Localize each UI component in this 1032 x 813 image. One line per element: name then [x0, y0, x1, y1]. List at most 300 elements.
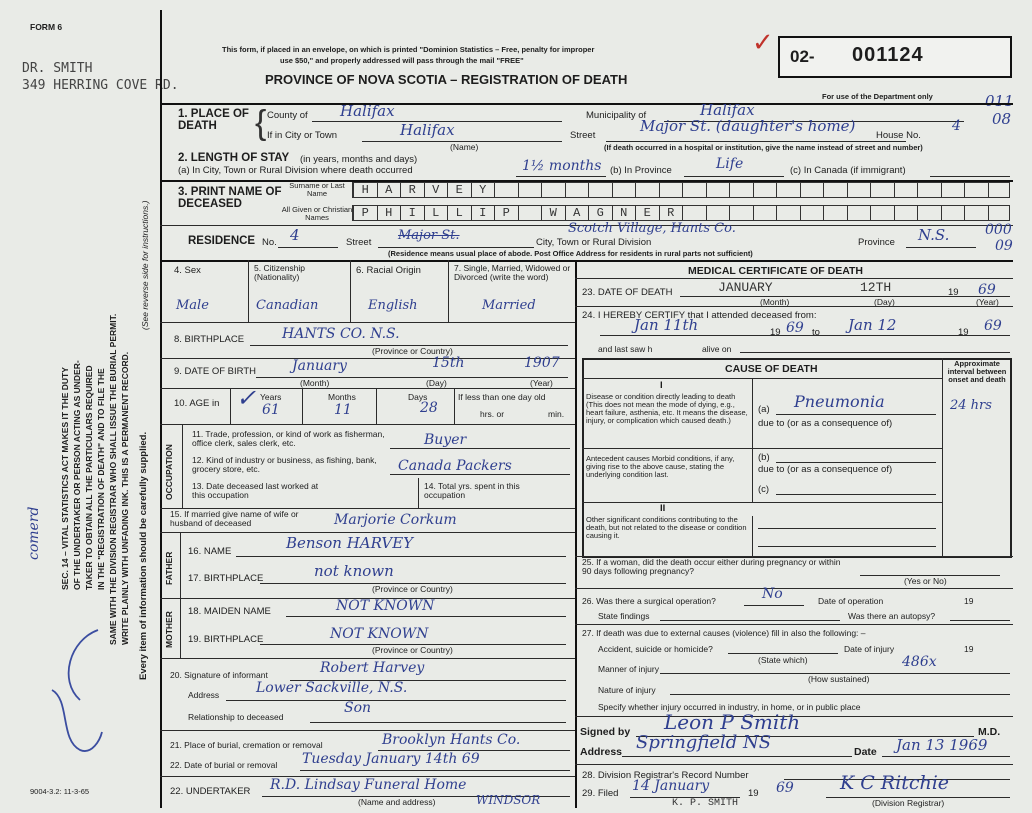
- letter-box: [682, 183, 706, 198]
- age-years: 61: [262, 402, 280, 418]
- letter-box: [518, 206, 542, 221]
- undertaker-label: 22. UNDERTAKER: [170, 786, 251, 797]
- place-brace: {: [255, 104, 267, 142]
- letter-box: [847, 183, 871, 198]
- margin-line-4: IN THE "REGISTRATION OF DEATH" AND TO FILE THE: [96, 368, 106, 590]
- part-ii-label: II: [660, 503, 666, 514]
- county-label: County of: [267, 110, 308, 121]
- racial-value: English: [368, 298, 418, 313]
- letter-box: R: [659, 206, 683, 221]
- letter-box: P: [353, 206, 377, 221]
- how-sustained-sub: (How sustained): [808, 674, 870, 684]
- mail-notice-1: This form, if placed in an envelope, on which is printed "Dominion Statistics – Free, penalty for improper: [222, 45, 595, 54]
- surname-boxes: [352, 182, 1010, 198]
- cause-b-label: (b): [758, 452, 770, 463]
- residence-street: Major St.: [398, 228, 460, 243]
- q13-label: 13. Date deceased last worked at this occupation: [192, 481, 319, 500]
- alive-on-label: alive on: [702, 344, 732, 354]
- informant-address: Lower Sackville, N.S.: [256, 680, 408, 696]
- dept-code-1: 011: [985, 92, 1014, 110]
- age-months-label: Months: [328, 392, 356, 402]
- letter-box: [494, 183, 518, 198]
- residence-city-label: City, Town or Rural Division: [536, 237, 652, 248]
- letter-box: [565, 183, 589, 198]
- letter-box: I: [471, 206, 495, 221]
- place-label: 1. PLACE OF DEATH: [178, 108, 249, 133]
- accident-label: Accident, suicide or homicide?: [598, 644, 713, 654]
- rule: [310, 722, 566, 723]
- residence-no-label: No.: [262, 237, 277, 248]
- mother-birthplace: NOT KNOWN: [330, 626, 429, 642]
- attended-from: Jan 11th: [634, 316, 699, 334]
- q27-label: 27. If death was due to external causes (violence) fill in also the following: –: [582, 628, 866, 638]
- letter-box: [823, 206, 847, 221]
- wife-value: Marjorie Corkum: [334, 512, 457, 528]
- attended-to: Jan 12: [848, 316, 897, 334]
- letter-box: W: [541, 206, 565, 221]
- nature-label: Nature of injury: [598, 685, 656, 695]
- letter-box: [706, 183, 730, 198]
- residence-label: RESIDENCE: [188, 235, 256, 247]
- letter-box: P: [494, 206, 518, 221]
- rule: [575, 624, 1013, 625]
- letter-box: G: [588, 206, 612, 221]
- letter-box: V: [424, 183, 448, 198]
- letter-box: [894, 183, 918, 198]
- rule: [758, 546, 936, 547]
- burial-date: Tuesday January 14th 69: [302, 751, 480, 767]
- yes-no-sub: (Yes or No): [904, 576, 947, 586]
- birthplace-sub: (Province or Country): [372, 346, 453, 356]
- dob-month: January: [292, 358, 347, 374]
- rule: [575, 764, 1013, 765]
- death-month: JANUARY: [718, 280, 773, 295]
- rule: [448, 260, 449, 322]
- interval-label: Approximate interval between onset and death: [947, 359, 1007, 384]
- residence-no: 4: [290, 226, 300, 244]
- print-name-label: 3. PRINT NAME OF DECEASED: [178, 186, 282, 211]
- letter-box: [847, 206, 871, 221]
- residence-province: N.S.: [918, 226, 950, 244]
- house-no-value: 4: [952, 118, 961, 134]
- q26-label: 26. Was there a surgical operation?: [582, 596, 716, 606]
- part-i-label: I: [660, 380, 663, 391]
- rule: [575, 306, 1013, 307]
- rule: [776, 414, 936, 415]
- house-no-label: House No.: [876, 130, 921, 141]
- cause-a-label: (a): [758, 404, 770, 415]
- letter-box: [729, 183, 753, 198]
- autopsy-label: Was there an autopsy?: [848, 611, 936, 621]
- letter-box: H: [377, 206, 401, 221]
- letter-box: [682, 206, 706, 221]
- municipality-label: Municipality of: [586, 110, 647, 121]
- dob-day-sub: (Day): [426, 378, 447, 388]
- rule: [248, 260, 249, 322]
- rule: [180, 532, 181, 598]
- rule: [882, 756, 1010, 757]
- street-value: Major St. (daughter's home): [640, 117, 856, 135]
- address-label: Address: [580, 746, 623, 758]
- q24-label: 24. I HEREBY CERTIFY that I attended deceased from:: [582, 310, 817, 321]
- op-yr-prefix: 19: [964, 596, 974, 606]
- city-label: If in City or Town: [267, 130, 338, 141]
- rule: [680, 296, 1010, 297]
- letter-box: [729, 206, 753, 221]
- birthplace-value: HANTS CO. N.S.: [282, 326, 400, 342]
- dept-use-label: For use of the Department only: [822, 92, 933, 101]
- rule: [390, 474, 570, 475]
- rule: [758, 528, 936, 529]
- margin-line-6: WRITE PLAINLY WITH UNFADING INK. THIS IS A PERMANENT RECORD.: [120, 351, 130, 645]
- rule: [660, 620, 840, 621]
- rule: [752, 516, 753, 558]
- sex-label: 4. Sex: [174, 265, 201, 276]
- residence-street-label: Street: [346, 237, 372, 248]
- letter-box: [941, 206, 965, 221]
- letter-box: [870, 183, 894, 198]
- letter-box: [964, 206, 988, 221]
- letter-box: [964, 183, 988, 198]
- medical-title: MEDICAL CERTIFICATE OF DEATH: [688, 265, 863, 277]
- rule: [376, 388, 377, 424]
- letter-box: [894, 206, 918, 221]
- mother-bp-sub: (Province or Country): [372, 645, 453, 655]
- age-days-label: Days: [408, 392, 428, 402]
- letter-box: [753, 206, 777, 221]
- rule: [684, 176, 784, 177]
- due-to-1: due to (or as a consequence of): [758, 418, 893, 429]
- letter-box: [800, 183, 824, 198]
- racial-label: 6. Racial Origin: [356, 265, 421, 276]
- stay-b-value: Life: [716, 156, 744, 172]
- mail-notice-2: use $50," and properly addressed will pass through the mail "FREE": [280, 56, 524, 65]
- physician-date: Jan 13 1969: [896, 736, 988, 754]
- specify-label: Specify whether injury occurred in industry, in home, or in public place: [598, 702, 861, 712]
- q28-label: 28. Division Registrar's Record Number: [582, 770, 749, 781]
- death-year-prefix: 19: [948, 287, 959, 298]
- rule: [454, 388, 455, 424]
- last-saw-label: and last saw h: [598, 344, 653, 354]
- rule: [575, 278, 1013, 279]
- informant-signature: Robert Harvey: [320, 660, 425, 676]
- date-op-label: Date of operation: [818, 596, 884, 606]
- municipality-value: Halifax: [700, 101, 755, 119]
- q16-label: 16. NAME: [188, 546, 232, 557]
- rule: [950, 620, 1010, 621]
- cause-a: Pneumonia: [794, 392, 885, 411]
- letter-box: [870, 206, 894, 221]
- rule: [930, 176, 1010, 177]
- form-number: FORM 6: [30, 22, 63, 32]
- death-month-sub: (Month): [760, 297, 790, 307]
- rule: [300, 770, 570, 771]
- death-year: 69: [978, 282, 996, 298]
- q12-label: 12. Kind of industry or business, as fishing, bank, grocery store, etc.: [192, 455, 377, 474]
- rule: [582, 502, 942, 503]
- margin-line-3: TAKER TO OBTAIN ALL THE PARTICULARS REQUIRED: [84, 365, 94, 590]
- birthplace-label: 8. BIRTHPLACE: [174, 334, 245, 345]
- letter-box: L: [424, 206, 448, 221]
- age-days: 28: [420, 400, 438, 416]
- q17-label: 17. BIRTHPLACE: [188, 573, 264, 584]
- rule: [728, 653, 838, 654]
- manner-label: Manner of injury: [598, 664, 659, 674]
- letter-box: [706, 206, 730, 221]
- attended-to-label: to: [812, 327, 820, 338]
- rule: [160, 658, 575, 659]
- q19-label: 19. BIRTHPLACE: [188, 634, 264, 645]
- q14-label: 14. Total yrs. spent in this occupation: [424, 481, 520, 500]
- father-birthplace: not known: [314, 562, 394, 580]
- burial-place: Brooklyn Hants Co.: [382, 732, 521, 748]
- cause-c-label: (c): [758, 484, 770, 495]
- stay-b-label: (b) In Province: [610, 165, 672, 176]
- dob-year: 1907: [524, 355, 560, 371]
- date-label: Date: [854, 746, 877, 758]
- letter-box: [541, 183, 565, 198]
- given-name-boxes: [352, 205, 1010, 221]
- rule: [582, 448, 942, 449]
- q12-value: Canada Packers: [398, 458, 512, 474]
- stay-a-label: (a) In City, Town or Rural Division where death occurred: [178, 165, 413, 176]
- marital-label: 7. Single, Married, Widowed or Divorced (write the word): [454, 263, 571, 282]
- filed-yr-prefix: 19: [748, 788, 759, 799]
- rule: [418, 478, 419, 508]
- attended-from-year: 69: [786, 320, 804, 336]
- reg-prefix: 02-: [790, 47, 815, 66]
- stay-a-value: 1½ months: [522, 158, 602, 174]
- residence-city: Scotch Village, Hants Co.: [568, 221, 736, 236]
- rule: [776, 494, 936, 495]
- letter-box: [776, 206, 800, 221]
- state-findings-label: State findings: [598, 611, 650, 621]
- rule: [390, 448, 570, 449]
- hospital-note: (If death occurred in a hospital or institution, give the name instead of street and number): [604, 143, 923, 152]
- rule: [160, 322, 575, 323]
- death-day: 12TH: [860, 280, 892, 295]
- rule: [744, 605, 804, 606]
- stay-c-label: (c) In Canada (if immigrant): [790, 165, 906, 176]
- rule: [776, 462, 936, 463]
- date-injury-label: Date of injury: [844, 644, 895, 654]
- letter-box: [941, 183, 965, 198]
- margin-handwritten-mark: [40, 620, 110, 760]
- q11-label: 11. Trade, profession, or kind of work as fisherman, office clerk, sales clerk, etc.: [192, 429, 385, 448]
- letter-box: [823, 183, 847, 198]
- rule: [752, 378, 753, 502]
- rule: [182, 424, 183, 508]
- letter-box: [800, 206, 824, 221]
- antecedent-label: Antecedent causes Morbid conditions, if any, giving rise to the above cause, stating the underlying condition last.: [586, 454, 735, 479]
- rule: [160, 358, 575, 359]
- given-label: All Given or Christian Names: [281, 205, 353, 222]
- marital-value: Married: [482, 298, 536, 313]
- name-sublabel: (Name): [450, 142, 479, 152]
- md-label: M.D.: [978, 726, 1001, 738]
- margin-line-5: SAME WITH THE DIVISION REGISTRAR WHO SHALL ISSUE THE BURIAL PERMIT.: [108, 313, 118, 645]
- attended-to-yr-prefix: 19: [958, 327, 969, 338]
- injury-yr-prefix: 19: [964, 644, 974, 654]
- registration-number-box: [778, 36, 1012, 78]
- kp-smith-stamp: K. P. SMITH: [672, 798, 739, 809]
- rule: [516, 176, 606, 177]
- residence-note: (Residence means usual place of abode. Post Office Address for residents in rural parts not sufficient): [388, 249, 753, 258]
- undertaker-name: R.D. Lindsay Funeral Home: [270, 777, 467, 793]
- letter-box: Y: [471, 183, 495, 198]
- relationship-value: Son: [344, 700, 372, 716]
- stay-label: 2. LENGTH OF STAY: [178, 152, 290, 164]
- due-to-2: due to (or as a consequence of): [758, 464, 893, 475]
- signed-by-label: Signed by: [580, 726, 631, 738]
- hrs-label: hrs. or: [480, 409, 505, 419]
- margin-line-1: SEC. 14 – VITAL STATISTICS ACT MAKES IT THE DUTY: [60, 367, 70, 590]
- dob-day: 15th: [432, 355, 465, 371]
- residence-code-2: 09: [995, 238, 1013, 254]
- letter-box: L: [447, 206, 471, 221]
- less-day-label: If less than one day old: [458, 392, 546, 402]
- letter-box: H: [353, 183, 377, 198]
- margin-note: (See reverse side for instructions.): [140, 200, 150, 330]
- q21-label: 21. Place of burial, cremation or removal: [170, 740, 323, 750]
- state-which-sub: (State which): [758, 655, 808, 665]
- cause-title: CAUSE OF DEATH: [725, 363, 818, 375]
- filed-year: 69: [776, 780, 794, 796]
- q23-label: 23. DATE OF DEATH: [582, 287, 673, 298]
- county-value: Halifax: [340, 102, 395, 120]
- cause-a-interval: 24 hrs: [950, 398, 992, 413]
- q20-label: 20. Signature of informant: [170, 670, 268, 680]
- letter-box: [917, 183, 941, 198]
- letter-box: [776, 183, 800, 198]
- letter-box: [612, 183, 636, 198]
- other-conditions-label: Other significant conditions contributing to the death, but not related to the disease or condition causing it.: [586, 515, 747, 540]
- q25-label: 25. If a woman, did the death occur either during pregnancy or within 90 days following pregnancy?: [582, 557, 841, 576]
- rule: [230, 388, 231, 424]
- age-label: 10. AGE in: [174, 398, 220, 409]
- rule: [906, 247, 976, 248]
- father-name: Benson HARVEY: [286, 534, 414, 552]
- letter-box: A: [565, 206, 589, 221]
- rule: [302, 388, 303, 424]
- rule: [575, 588, 1013, 589]
- rule: [160, 103, 1013, 105]
- dob-year-sub: (Year): [530, 378, 553, 388]
- rule: [160, 260, 1013, 262]
- addressee-address: 349 HERRING COVE RD.: [22, 78, 179, 93]
- rule: [278, 247, 338, 248]
- rule: [160, 424, 575, 425]
- mother-side-label: MOTHER: [164, 611, 174, 648]
- filed-date: 14 January: [632, 778, 710, 794]
- q11-value: Buyer: [424, 432, 467, 448]
- rule: [160, 730, 575, 731]
- sex-value: Male: [176, 298, 209, 313]
- attended-to-year: 69: [984, 318, 1002, 334]
- letter-box: E: [635, 206, 659, 221]
- letter-box: [659, 183, 683, 198]
- residence-code-1: 000: [985, 222, 1012, 238]
- rule: [236, 556, 566, 557]
- letter-box: [988, 183, 1012, 198]
- death-year-sub: (Year): [976, 297, 999, 307]
- dob-month-sub: (Month): [300, 378, 330, 388]
- letter-box: R: [400, 183, 424, 198]
- letter-box: [518, 183, 542, 198]
- letter-box: [635, 183, 659, 198]
- rule: [226, 700, 566, 701]
- street-label: Street: [570, 130, 596, 141]
- letter-box: [917, 206, 941, 221]
- attended-from-yr-prefix: 19: [770, 327, 781, 338]
- rule: [350, 260, 351, 322]
- rule: [160, 532, 575, 533]
- rule: [378, 247, 534, 248]
- rule: [160, 388, 575, 389]
- age-years-label: Years: [260, 392, 282, 402]
- immediate-cause-label: Disease or condition directly leading to death (This does not mean the mode of dying, e.g., heart failure, asthenia, etc. It means the disease, injury, or complication which caused death.): [586, 392, 748, 425]
- rule: [582, 378, 942, 379]
- center-divider: [575, 260, 577, 808]
- letter-box: [588, 183, 612, 198]
- surgery-value: No: [762, 586, 783, 602]
- citizenship-value: Canadian: [256, 298, 319, 313]
- rule: [180, 598, 181, 658]
- letter-box: N: [612, 206, 636, 221]
- dob-label: 9. DATE OF BIRTH: [174, 366, 256, 377]
- rule: [286, 616, 566, 617]
- surname-label: Surname or Last Name: [289, 181, 345, 198]
- undertaker-sub: (Name and address): [358, 797, 436, 807]
- margin-every-item: Every item of information should be carefully supplied.: [138, 431, 149, 680]
- physician-address: Springfield NS: [636, 732, 772, 753]
- dept-code-2: 08: [992, 110, 1012, 128]
- stamp-code: 486x: [902, 654, 937, 670]
- physician-signature: Leon P Smith: [664, 710, 801, 734]
- rule: [740, 352, 1010, 353]
- footer-code: 9004-3.2: 11-3-65: [30, 787, 90, 796]
- letter-box: [988, 206, 1012, 221]
- margin-scrawl: comerd: [26, 506, 42, 560]
- citizenship-label: 5. Citizenship (Nationality): [254, 263, 306, 282]
- letter-box: [753, 183, 777, 198]
- province-label: Province: [858, 237, 895, 248]
- rule: [670, 694, 1010, 695]
- reg-number: 001124: [852, 44, 924, 66]
- letter-box: E: [447, 183, 471, 198]
- left-border: [160, 10, 162, 808]
- form-title: PROVINCE OF NOVA SCOTIA – REGISTRATION OF DEATH: [265, 72, 628, 87]
- age-check-icon: ✓: [236, 384, 257, 412]
- mother-maiden-name: NOT KNOWN: [336, 598, 435, 614]
- father-bp-sub: (Province or Country): [372, 584, 453, 594]
- margin-line-2: OF THE UNDERTAKER OR PERSON ACTING AS UNDER-: [72, 360, 82, 590]
- registrar-sub: (Division Registrar): [872, 798, 945, 808]
- informant-address-label: Address: [188, 690, 220, 700]
- check-mark-icon: ✓: [752, 28, 774, 58]
- q29-label: 29. Filed: [582, 788, 619, 799]
- occupation-side-label: OCCUPATION: [164, 444, 174, 500]
- rule: [942, 358, 943, 558]
- relationship-label: Relationship to deceased: [188, 712, 284, 722]
- city-value: Halifax: [400, 121, 455, 139]
- letter-box: A: [377, 183, 401, 198]
- letter-box: I: [400, 206, 424, 221]
- q22-date-label: 22. Date of burial or removal: [170, 760, 278, 770]
- rule: [622, 756, 852, 757]
- rule: [600, 335, 1010, 336]
- registrar-signature: K C Ritchie: [840, 772, 950, 794]
